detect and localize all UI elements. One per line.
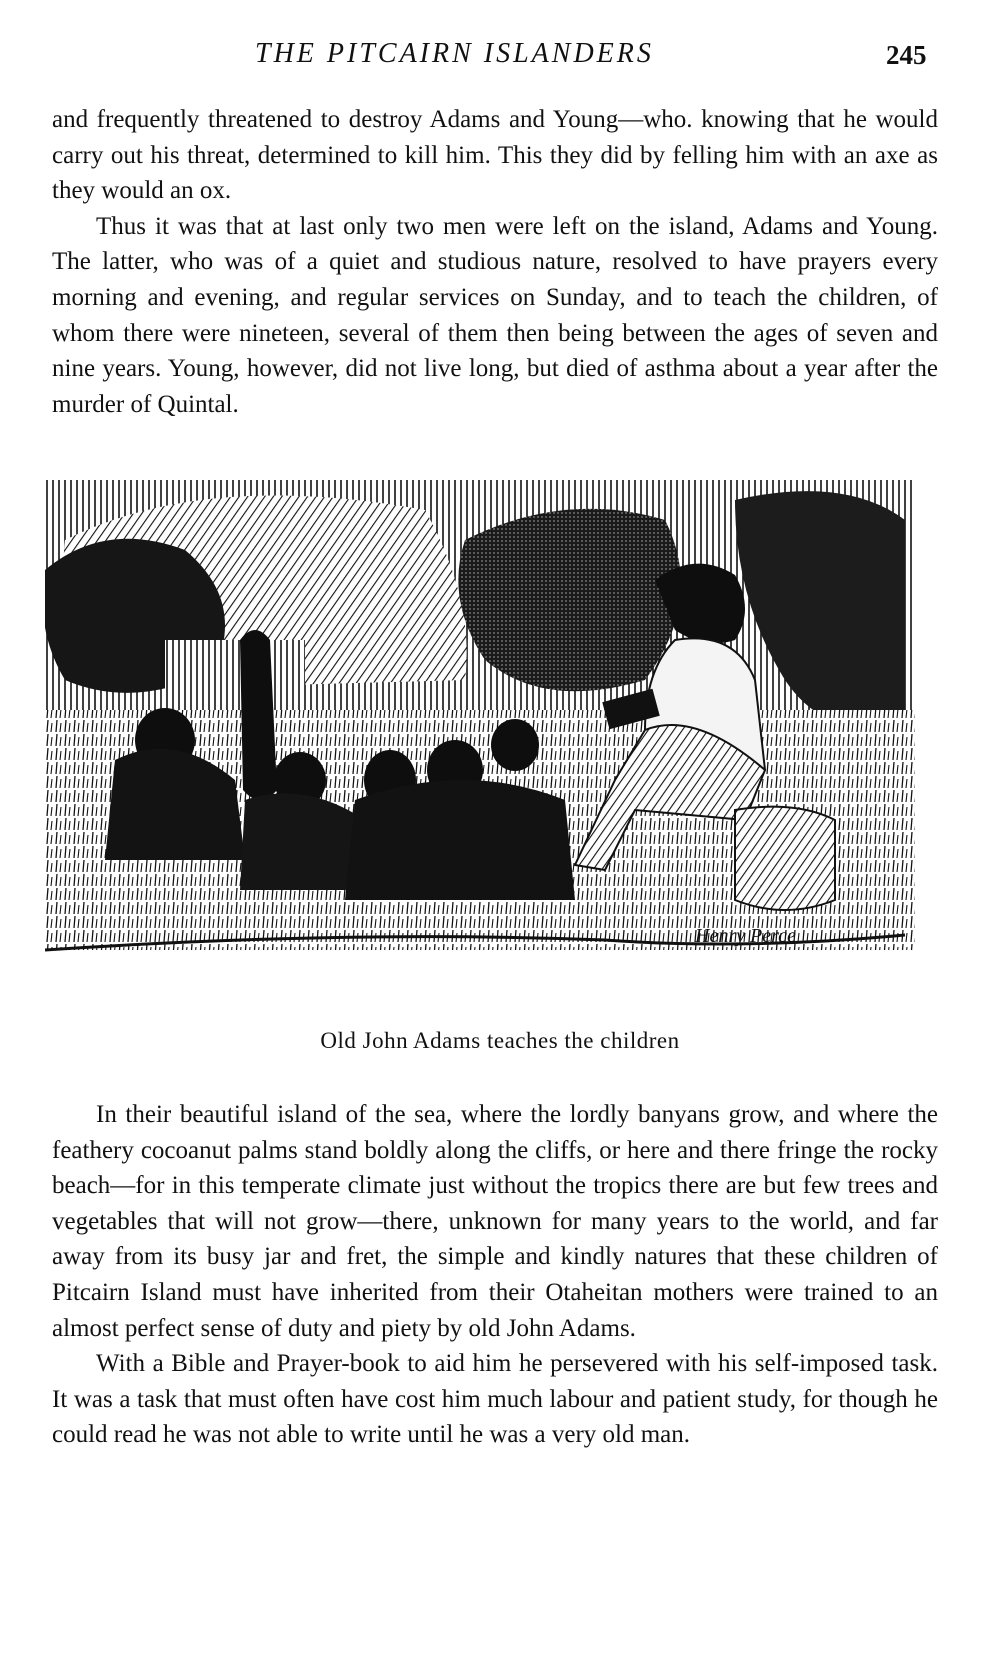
paragraph: Thus it was that at last only two men were left on the island, Adams and Young. The latter, who was of a quiet and studious nature, resolved to have prayers every morning and evening, and regular services on Sunday, and to teach the children, of whom there were nineteen, several of them then being between the ages of seven and nine years. Young, however, did not live long, but died of asthma about a year after the murder of Quintal. [52,212,938,418]
page-number: 245 [886,40,927,70]
running-title: THE PITCAIRN ISLANDERS [255,38,654,69]
illustration-caption: Old John Adams teaches the children [320,1028,680,1053]
paragraph: With a Bible and Prayer-book to aid him he persevered with his self-imposed task. It was a task that must often have cost him much labour and patient study, for though he could read he was not able to write until he was a very old man. [52,1350,938,1449]
tree-stump [735,807,835,910]
text-block-bottom [52,1097,938,1453]
paragraph: and frequently threatened to destroy Adams and Young—who. knowing that he would carry out his threat, determined to kill him. This they did by felling him with an axe as they would an ox. [52,106,938,205]
paragraph: In their beautiful island of the sea, where the lordly banyans grow, and where the feathery cocoanut palms stand boldly along the cliffs, or here and there fringe the rocky beach—for in this temperate climate just without the tropics there are but few trees and vegetables that will not grow—there, unknown for many years to the world, and far away from its busy jar and fret, the simple and kindly natures that these children of Pitcairn Island must have inherited from their Otaheitan mothers were trained to an almost perfect sense of duty and piety by old John Adams. [52,1101,938,1342]
foliage-center [458,509,681,692]
page-header [0,38,1000,78]
text-block-top [52,102,938,422]
artist-signature: Henry Perce [695,925,796,947]
child-figure [491,719,539,771]
illustration-engraving [45,480,915,1015]
hut-wall [165,640,305,710]
engraving-artwork [45,480,915,1015]
child-figure [345,780,575,900]
